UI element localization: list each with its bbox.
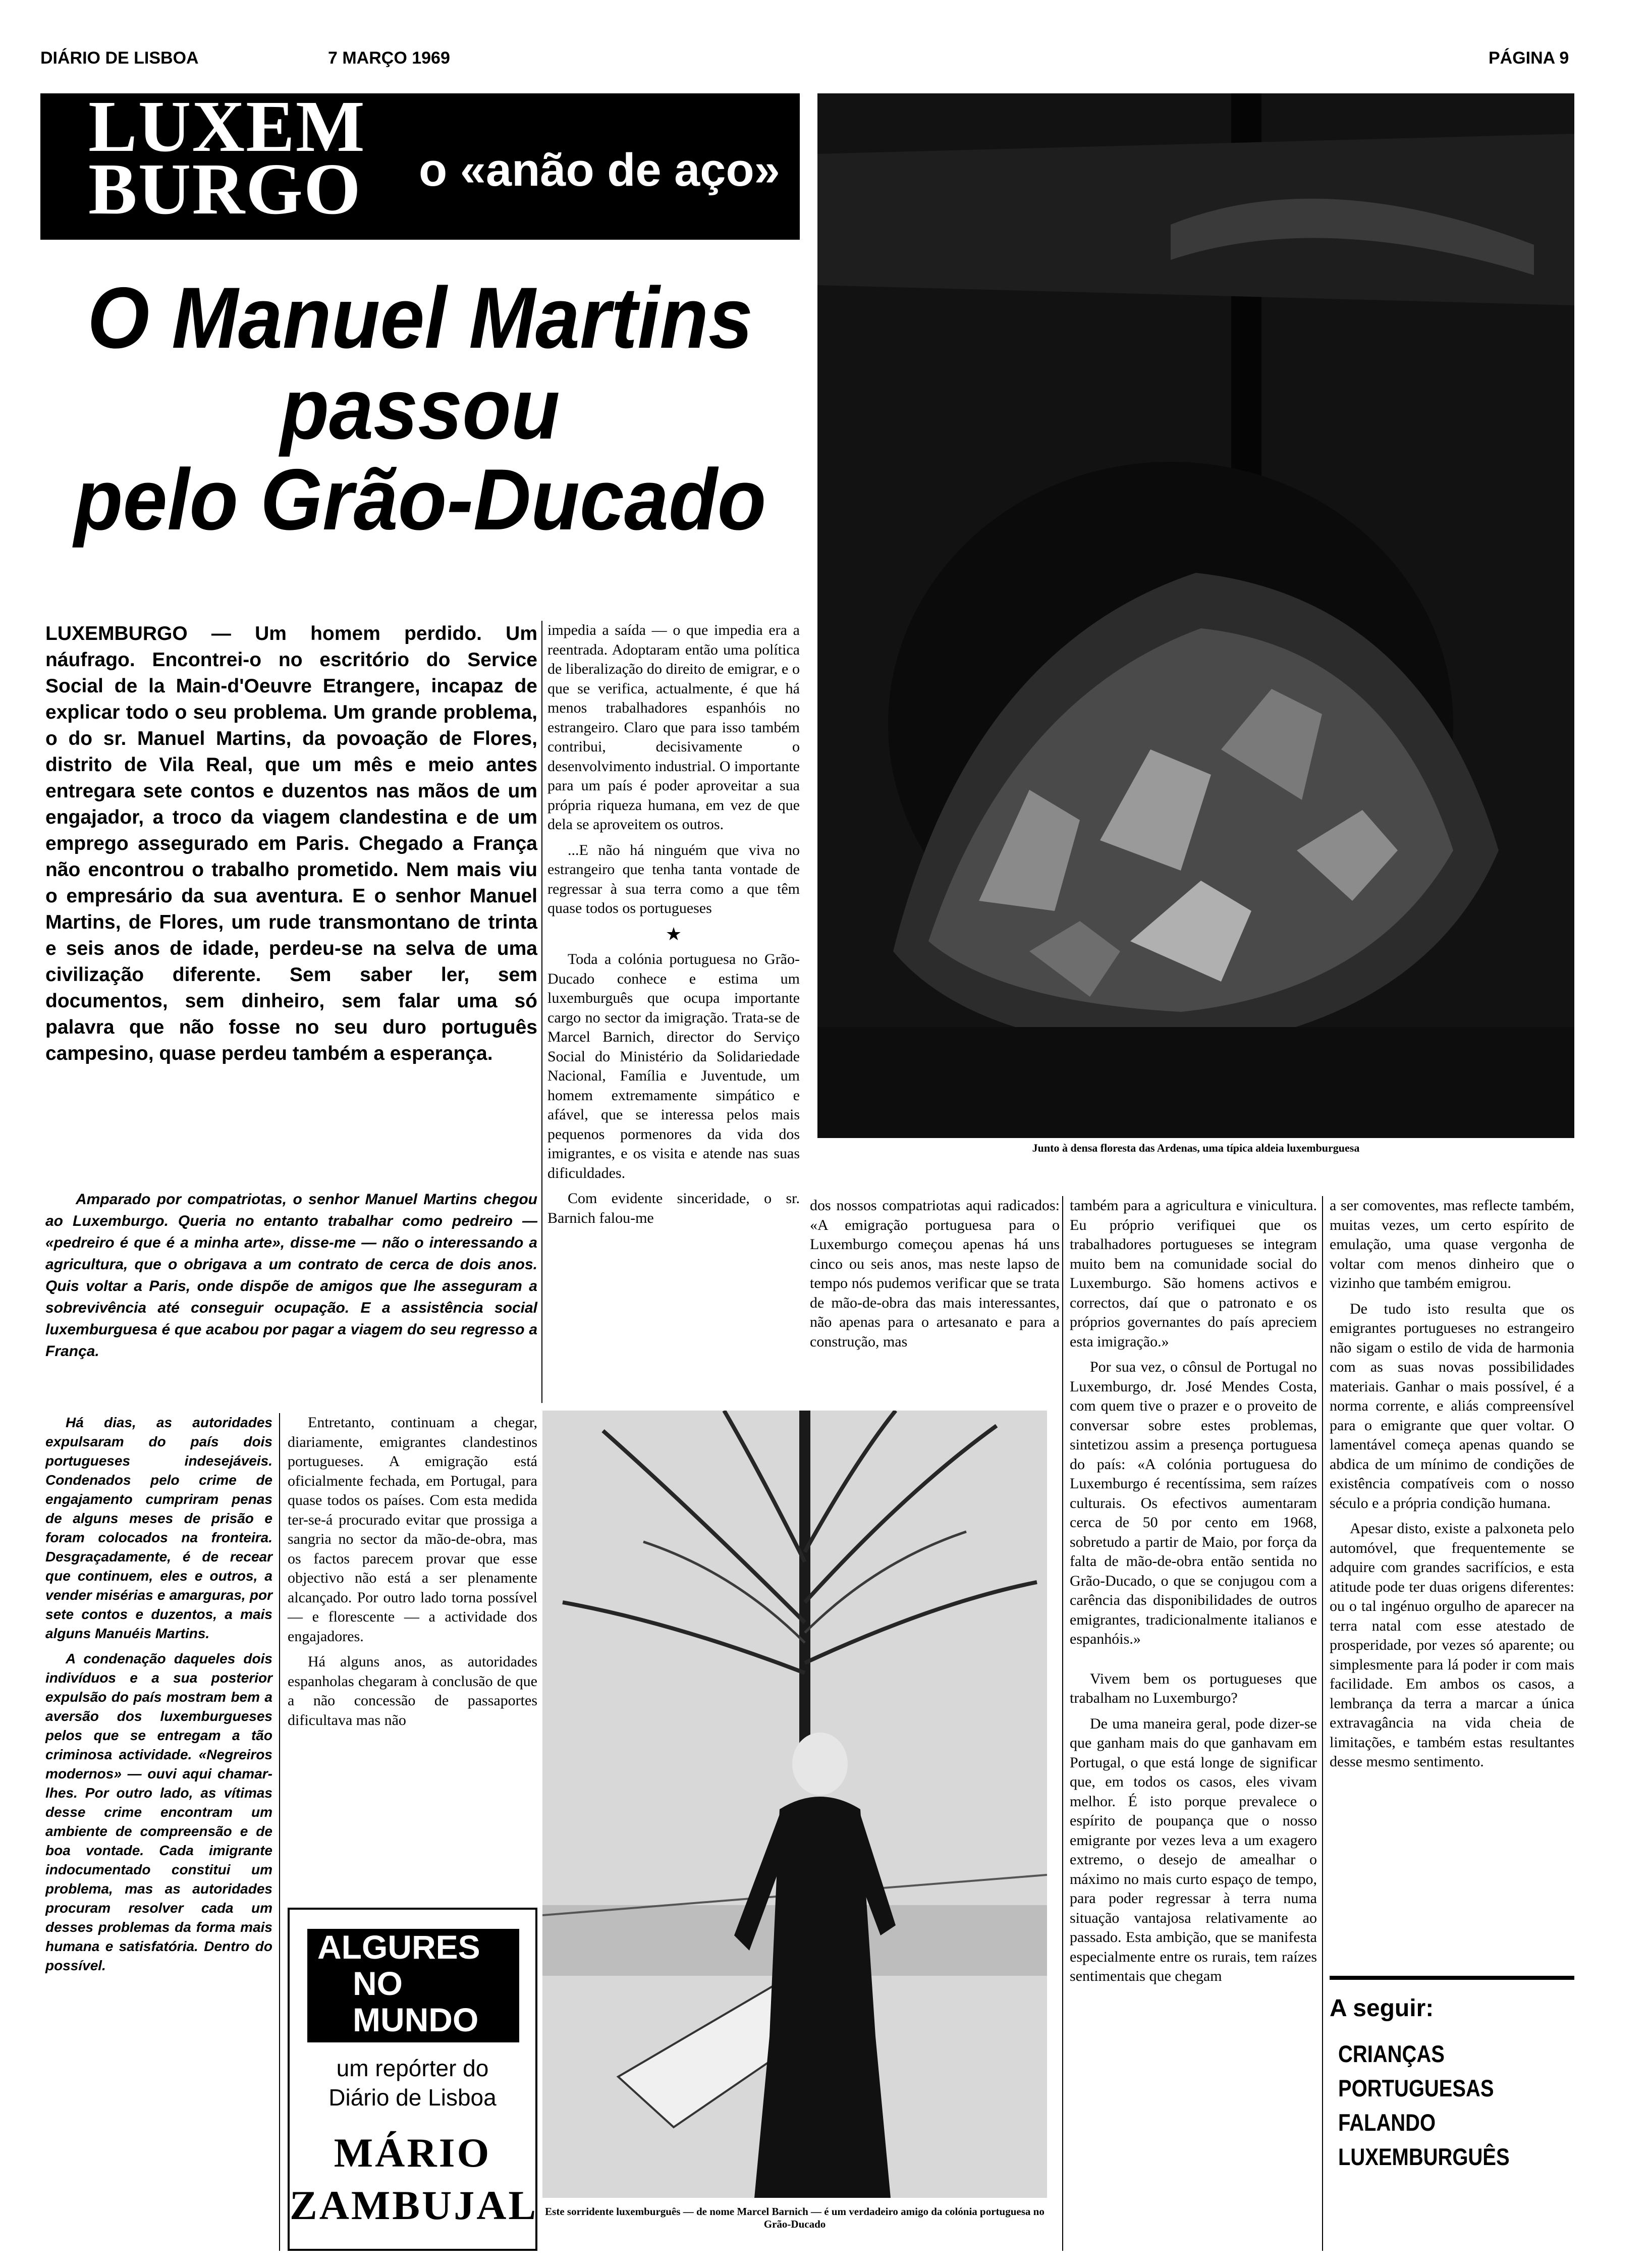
village-photo — [817, 93, 1574, 1138]
column-divider — [1322, 1196, 1323, 2251]
article-paragraph: também para a agricultura e vinicultura. Eu próprio verifiquei que os trabalhadores portugueses se integram muito bem na comunidade social do Luxemburgo. São homens activos e correctos, daí que o patronato e os próprios governantes do país apreciem esta imigração.» — [1070, 1197, 1317, 1350]
headline-line2: passou — [280, 360, 560, 457]
headline-line3: pelo Grão-Ducado — [74, 451, 766, 548]
article-paragraph: Há alguns anos, as autoridades espanholas chegaram à conclusão de que a não concessão de passaportes dificultava mas não — [288, 1653, 537, 1729]
article-paragraph: a ser comoventes, mas reflecte também, muitas vezes, um certo espírito de emulação, uma quase vergonha de voltar com menos dinheiro que o vizinho que também emigrou. — [1330, 1197, 1574, 1291]
text-column-2 — [288, 1413, 537, 1736]
headline — [40, 269, 766, 548]
column-divider — [541, 621, 542, 1403]
teaser-line1: CRIANÇAS — [1338, 2040, 1445, 2067]
article-paragraph: A condenação daqueles dois indivíduos e a sua posterior expulsão do país mostram bem a aversão dos luxemburgueses pelos que se entregam a tão criminosa actividade. «Negreiros modernos» — ouvi aqui chamar-lhes. Por outro lado, as vítimas desse crime encontram um ambiente de compreensão e de boa vontade. Cada imigrante indocumentado constitui um problema, mas as autoridades procuram resolver cada um desses problemas da forma mais humana e satisfatória. Dentro do possível. — [45, 1651, 272, 1973]
man-photo-caption: Este sorridente luxemburguês — de nome Marcel Barnich — é um verdadeiro amigo da colónia portuguesa no Grão-Ducado — [545, 2205, 1045, 2230]
teaser-rule — [1330, 1976, 1574, 1980]
headline-line1: O Manuel Martins — [87, 269, 753, 366]
man-photo — [542, 1411, 1047, 2198]
page-number: PÁGINA 9 — [1489, 48, 1569, 68]
article-paragraph: Por sua vez, o cônsul de Portugal no Luxemburgo, dr. José Mendes Costa, com quem tive o prazer e o proveito de conversar sobre estes problemas, sintetizou assim a presença portuguesa do país: «A colónia portuguesa do Luxemburgo é recentíssima, sem raízes culturais. Os efectivos aumentaram cerca de 50 por cento em 1968, sobretudo a partir de Maio, por força da falta de mão-de-obra então sentida no Grão-Ducado, o que se conjugou com a carência das disponibilidades de outros emigrantes, tradicionalmente italianos e espanhóis.» — [1070, 1359, 1317, 1647]
reporter-line2: Diário de Lisboa — [328, 2084, 497, 2111]
article-paragraph: Amparado por compatriotas, o senhor Manuel Martins chegou ao Luxemburgo. Queria no entanto trabalhar como pedreiro — «pedreiro é que é a minha arte», disse-me — não o interessando a agricultura, que o obrigava a um contrato de cerca de dois anos. Quis voltar a Paris, onde dispõe de amigos que lhe asseguram a sobrevivência até conseguir ocupação. E a assistência social luxemburguesa é que acabou por pagar a viagem do seu regresso a França. — [45, 1191, 537, 1360]
teaser-line3: FALANDO — [1338, 2109, 1436, 2136]
logo-line2: NO — [353, 1965, 403, 2002]
paper-name: DIÁRIO DE LISBOA — [40, 48, 199, 68]
text-column-1 — [45, 1413, 272, 1981]
section-banner — [40, 86, 800, 240]
article-paragraph: Com evidente sinceridade, o sr. Barnich falou-me — [547, 1190, 800, 1226]
issue-date: 7 MARÇO 1969 — [328, 48, 450, 68]
column-divider — [1062, 1196, 1063, 2251]
lead-paragraph: LUXEMBURGO — Um homem perdido. Um náufrago. Encontrei-o no escritório do Service Social de la Main-d'Oeuvre Etrangere, incapaz de explicar todo o seu problema. Um grande problema, o do sr. Manuel Martins, da povoação de Flores, distrito de Vila Real, que um mês e meio antes entregara sete contos e duzentos nas mãos de um engajador, a troco da viagem clandestina e de um emprego assegurado em Paris. Chegado a França não encontrou o trabalho prometido. Nem mais viu o empresário da sua aventura. E o senhor Manuel Martins, de Flores, um rude transmontano de trinta e seis anos de idade, perdeu-se na selva de uma civilização diferente. Sem saber ler, sem documentos, sem dinheiro, sem falar uma só palavra que não fosse no seu duro português campesino, quase perdeu também a esperança. — [45, 623, 537, 1064]
article-paragraph: Entretanto, continuam a chegar, diariamente, emigrantes clandestinos portugueses. A emigração está oficialmente fechada, em Portugal, para quase todos os países. Com esta medida ter-se-á procurado evitar que prossiga a sangria no sector da mão-de-obra, mas os factos parecem provar que esse objectivo não está a ser plenamente alcançado. Por outro lado torna possível — e florescente — a actividade dos engajadores. — [288, 1414, 537, 1645]
algures-logo — [307, 1929, 519, 2042]
reporter-box — [288, 1908, 537, 2251]
portrait-image — [542, 1411, 1047, 2198]
banner-title-line1: LUXEM — [88, 86, 366, 167]
teaser-line4: LUXEMBURGUÊS — [1338, 2143, 1510, 2170]
article-paragraph: Apesar disto, existe a palxoneta pelo automóvel, que frequentemente se adquire com grandes sacrifícios, e esta atitude pode ter duas origens diferentes: ou o tal ingénuo orgulho de aparecer na terra natal com esse atestado de prosperidade, por vezes só aparente; ou simplesmente para lá poder ir com mais facilidade. Em ambos os casos, a lembrança da terra a marcar a única extravagância na vida cheia de limitações, e também estas resultantes desse mesmo sentimento. — [1330, 1520, 1574, 1770]
text-column-4: dos nossos compatriotas aqui radicados: «A emigração portuguesa para o Luxemburgo começou apenas há uns cinco ou seis anos, mas neste lapso de tempo nós pudemos verificar que se trata de mão-de-obra das mais interessantes, não apenas para o artesanato e para a construção, mas — [810, 1197, 1060, 1350]
text-column-6 — [1330, 1196, 1574, 1778]
article-paragraph: Há dias, as autoridades expulsaram do país dois portugueses indesejáveis. Condenados pelo crime de engajamento cumpriram penas de alguns meses de prisão e foram colocados na fronteira. Desgraçadamente, é de recear que continuem, eles e outros, a vender misérias e amarguras, por sete contos e duzentos, a mais alguns Manuéis Martins. — [45, 1415, 272, 1641]
article-paragraph: Vivem bem os portugueses que trabalham no Luxemburgo? — [1070, 1670, 1317, 1706]
article-paragraph: ...E não há ninguém que viva no estrangeiro que tenha tanta vontade de regressar à sua terra como a que têm quase todos os portugueses — [547, 841, 800, 916]
reporter-line1: um repórter do — [336, 2055, 489, 2081]
separator-star: ★ — [665, 924, 682, 944]
banner-title-line2: BURGO — [88, 149, 362, 230]
column-divider — [279, 1413, 280, 2251]
text-column-3 — [547, 621, 800, 1234]
article-paragraph: Toda a colónia portuguesa no Grão-Ducado conhece e estima um luxemburguês que ocupa importante cargo no sector da imigração. Trata-se de Marcel Barnich, director do Serviço Social do Ministério da Solidariedade Nacional, Família e Juventude, um homem extremamente simpático e afável, que se interessa pelos mais pequenos pormenores da vida dos imigrantes, e os visita e atende nas suas dificuldades. — [547, 951, 800, 1181]
banner-subtitle: o «anão de aço» — [419, 144, 780, 196]
author-first-name: MÁRIO — [334, 2130, 491, 2176]
teaser-label: A seguir: — [1330, 1995, 1434, 2022]
text-column-5 — [1070, 1196, 1317, 1992]
teaser-line2: PORTUGUESAS — [1338, 2075, 1494, 2101]
article-paragraph: impedia a saída — o que impedia era a reentrada. Adoptaram então uma política de liberalização do direito de emigrar, e o que se verifica, actualmente, é que há menos trabalhadores espanhóis no estrangeiro. Claro que para isso também contribui, decisivamente o desenvolvimento industrial. O importante para um país é poder aproveitar a sua própria riqueza humana, em vez de que dela se aproveitem os outros. — [547, 622, 800, 833]
next-article-teaser — [1330, 1993, 1574, 2174]
author-last-name: ZAMBUJAL — [290, 2182, 538, 2228]
village-photo-caption: Junto à densa floresta das Ardenas, uma típica aldeia luxemburguesa — [1032, 1142, 1360, 1154]
logo-line3: MUNDO — [353, 2001, 479, 2038]
article-paragraph: De tudo isto resulta que os emigrantes portugueses no estrangeiro não sigam o estilo de vida de harmonia com as suas novas possibilidades materiais. Ganhar o mais possível, é a norma corrente, e aliás compreensível para o emigrante que quer voltar. O lamentável começa apenas quando se abdica de um mínimo de condições de existência compatíveis com o nosso século e a própria condição humana. — [1330, 1300, 1574, 1511]
logo-line1: ALGURES — [317, 1928, 480, 1966]
article-paragraph: De uma maneira geral, pode dizer-se que ganham mais do que ganhavam em Portugal, o que está longe de significar que, em todos os casos, eles vivam melhor. É isto porque prevalece o espírito de poupança que o nosso emigrante por vezes leva a um exagero extremo, o desejo de amealhar o máximo no mais curto espaço de tempo, para poder regressar à terra numa situação vantajosa relativamente ao passado. Esta ambição, que se manifesta especialmente entre os rurais, tem raízes sentimentais que chegam — [1070, 1715, 1317, 1984]
village-image — [817, 93, 1574, 1138]
